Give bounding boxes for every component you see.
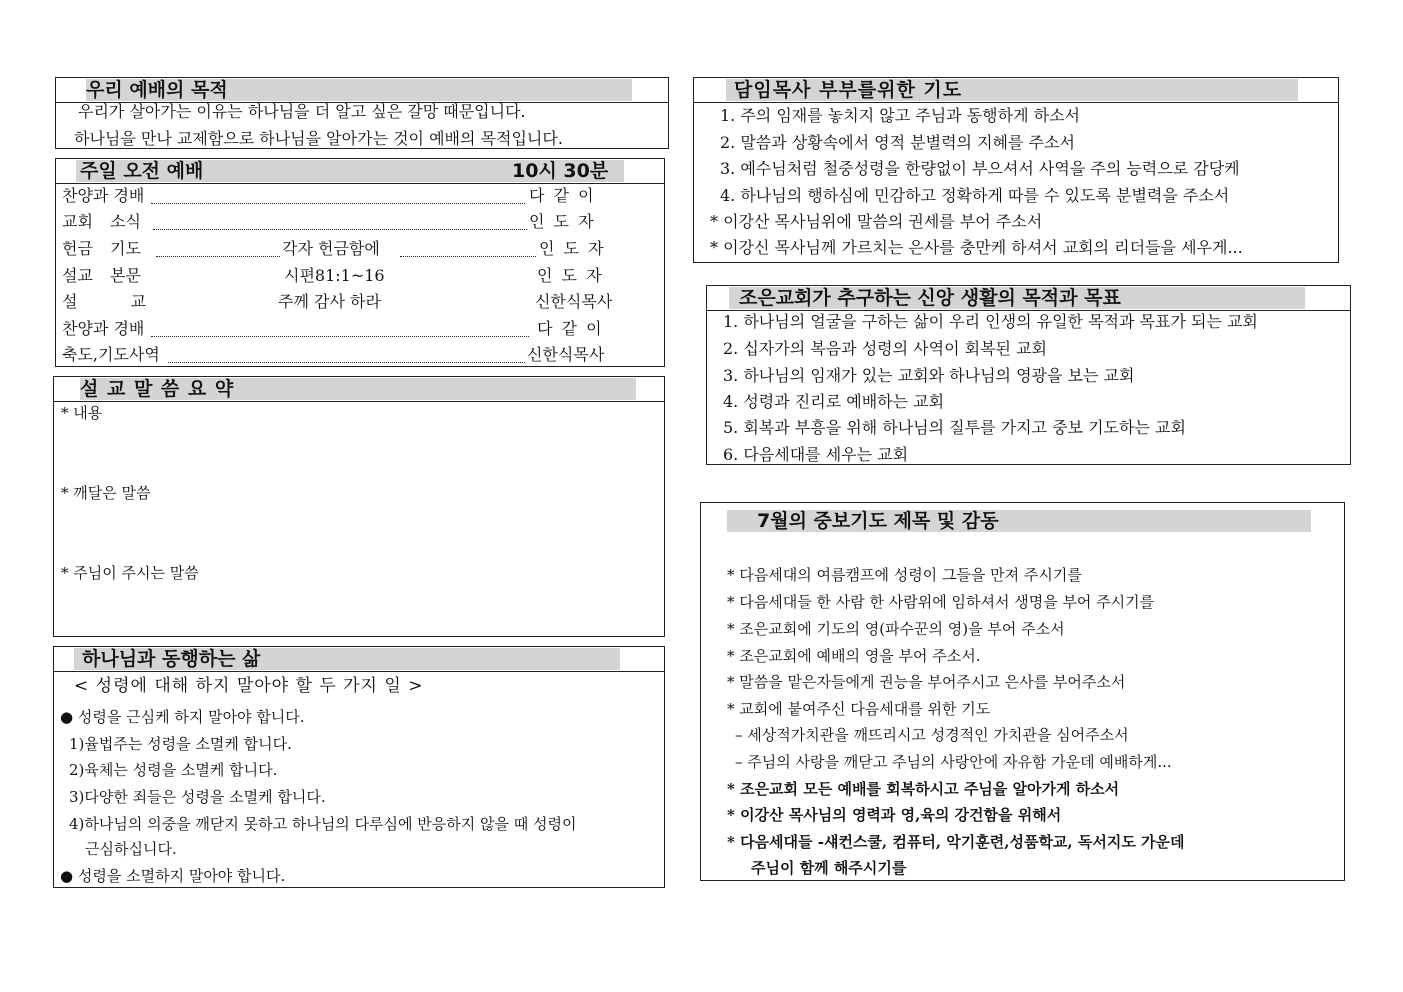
pastor-prayer-line: 1. 주의 임재를 놓치지 않고 주님과 동행하게 하소서 bbox=[720, 106, 1080, 125]
header-divider bbox=[56, 183, 664, 184]
walk-subtitle: < 성령에 대해 하지 말아야 할 두 가지 일 > bbox=[74, 676, 424, 696]
header-divider bbox=[54, 401, 664, 402]
order-item: 교회 소식 bbox=[62, 212, 141, 231]
service-title: 주일 오전 예배 bbox=[80, 160, 204, 182]
church-goals-box bbox=[706, 285, 1351, 465]
walk-line: 1)율법주는 성령을 소멸케 합니다. bbox=[69, 735, 292, 753]
order-detail: 각자 헌금함에 bbox=[282, 239, 380, 258]
intercession-title: 7월의 중보기도 제목 및 감동 bbox=[727, 510, 1311, 532]
worship-purpose-title: 우리 예배의 목적 bbox=[86, 79, 632, 101]
pastor-prayer-box bbox=[693, 77, 1339, 263]
order-leader: 신한식목사 bbox=[527, 345, 605, 364]
walk-line: 3)다양한 죄들은 성령을 소멸케 합니다. bbox=[69, 788, 326, 806]
intercession-item: * 이강산 목사님의 영력과 영,육의 강건함을 위해서 bbox=[727, 806, 1062, 824]
intercession-item: 주님이 함께 해주시기를 bbox=[751, 859, 907, 877]
header-divider bbox=[694, 102, 1338, 103]
church-goals-title: 조은교회가 추구하는 신앙 생활의 목적과 목표 bbox=[729, 287, 1305, 309]
summary-content-label: * 내용 bbox=[61, 404, 103, 422]
intercession-item: * 다음세대의 여름캠프에 성령이 그들을 만져 주시기를 bbox=[727, 566, 1082, 584]
church-goal-item: 6. 다음세대를 세우는 교회 bbox=[723, 445, 909, 464]
order-item: 헌금 기도 bbox=[62, 239, 141, 258]
intercession-box bbox=[700, 502, 1345, 881]
dotted-leader bbox=[156, 256, 280, 257]
dotted-leader bbox=[151, 203, 525, 204]
pastor-prayer-title: 담임목사 부부를위한 기도 bbox=[726, 79, 1298, 101]
order-leader: 다 같 이 bbox=[537, 319, 604, 338]
walk-line: 근심하십니다. bbox=[85, 840, 177, 858]
dotted-leader bbox=[168, 362, 525, 363]
dotted-leader bbox=[400, 256, 536, 257]
intercession-item: * 말씀을 맡은자들에게 권능을 부어주시고 은사를 부어주소서 bbox=[727, 673, 1126, 691]
walk-line: 4)하나님의 의중을 깨닫지 못하고 하나님의 다루심에 반응하지 않을 때 성령이 bbox=[69, 815, 577, 833]
service-title-bar bbox=[76, 160, 624, 182]
order-detail: 주께 감사 하라 bbox=[278, 292, 381, 311]
header-divider bbox=[54, 671, 664, 672]
intercession-item: – 세상적가치관을 깨뜨리시고 성경적인 가치관을 심어주소서 bbox=[735, 726, 1129, 744]
pastor-prayer-line: * 이강신 목사님께 가르치는 은사를 충만케 하셔서 교회의 리더들을 세우게... bbox=[710, 238, 1243, 257]
service-time: 10시 30분 bbox=[512, 160, 609, 182]
walk-with-god-box bbox=[53, 646, 665, 888]
order-item: 축도,기도사역 bbox=[62, 345, 160, 364]
sermon-summary-box bbox=[53, 376, 665, 637]
walk-title: 하나님과 동행하는 삶 bbox=[74, 648, 620, 670]
dotted-leader bbox=[151, 336, 529, 337]
purpose-line-1: 우리가 살아가는 이유는 하나님을 더 알고 싶은 갈망 때문입니다. bbox=[78, 102, 526, 121]
intercession-item: * 조은교회에 기도의 영(파수꾼의 영)을 부어 주소서 bbox=[727, 620, 1065, 638]
walk-line: ● 성령을 근심케 하지 말아야 합니다. bbox=[60, 708, 305, 726]
church-goal-item: 3. 하나님의 임재가 있는 교회와 하나님의 영광을 보는 교회 bbox=[723, 366, 1135, 385]
order-detail: 시편81:1~16 bbox=[284, 266, 385, 285]
pastor-prayer-line: 4. 하나님의 행하심에 민감하고 정확하게 따를 수 있도록 분별력을 주소서 bbox=[720, 186, 1230, 205]
church-goal-item: 5. 회복과 부흥을 위해 하나님의 질투를 가지고 중보 기도하는 교회 bbox=[723, 418, 1186, 437]
pastor-prayer-line: * 이강산 목사님위에 말씀의 권세를 부어 주소서 bbox=[710, 212, 1043, 231]
order-leader: 인 도 자 bbox=[539, 239, 606, 258]
order-item: 찬양과 경배 bbox=[62, 186, 145, 205]
intercession-item: * 조은교회 모든 예배를 회복하시고 주님을 알아가게 하소서 bbox=[727, 780, 1120, 798]
church-goal-item: 2. 십자가의 복음과 성령의 사역이 회복된 교회 bbox=[723, 339, 1047, 358]
intercession-item: * 다음세대들 한 사람 한 사람위에 임하셔서 생명을 부어 주시기를 bbox=[727, 593, 1155, 611]
walk-line: ● 성령을 소멸하지 말아야 합니다. bbox=[60, 867, 286, 885]
pastor-prayer-line: 3. 예수님처럼 철중성령을 한량없이 부으셔서 사역을 주의 능력으로 감당케 bbox=[720, 159, 1240, 178]
sermon-summary-title: 설 교 말 씀 요 약 bbox=[80, 378, 636, 400]
sunday-service-box bbox=[55, 158, 665, 367]
order-leader: 인 도 자 bbox=[529, 212, 596, 231]
church-goal-item: 1. 하나님의 얼굴을 구하는 삶이 우리 인생의 유일한 목적과 목표가 되는 교회 bbox=[723, 312, 1258, 331]
intercession-item: * 교회에 붙여주신 다음세대를 위한 기도 bbox=[727, 700, 991, 718]
church-goal-item: 4. 성령과 진리로 예배하는 교회 bbox=[723, 392, 945, 411]
pastor-prayer-line: 2. 말씀과 상황속에서 영적 분별력의 지혜를 주소서 bbox=[720, 133, 1075, 152]
header-divider bbox=[707, 310, 1350, 311]
summary-realization-label: * 깨달은 말씀 bbox=[61, 484, 151, 502]
intercession-item: * 조은교회에 예배의 영을 부어 주소서. bbox=[727, 647, 981, 665]
intercession-item: * 다음세대들 -섀컨스쿨, 컴퓨터, 악기훈련,성품학교, 독서지도 가운데 bbox=[727, 833, 1185, 851]
intercession-item: – 주님의 사랑을 깨닫고 주님의 사랑안에 자유함 가운데 예배하게... bbox=[735, 753, 1172, 771]
order-leader: 신한식목사 bbox=[535, 292, 613, 311]
order-leader: 인 도 자 bbox=[537, 266, 604, 285]
summary-word-label: * 주님이 주시는 말씀 bbox=[61, 564, 199, 582]
order-item: 찬양과 경배 bbox=[62, 319, 145, 338]
order-item: 설 교 bbox=[62, 292, 146, 311]
order-leader: 다 같 이 bbox=[529, 186, 596, 205]
order-item: 설교 본문 bbox=[62, 266, 141, 285]
worship-purpose-box bbox=[55, 77, 669, 149]
purpose-line-2: 하나님을 만나 교제함으로 하나님을 알아가는 것이 예배의 목적입니다. bbox=[74, 129, 563, 148]
walk-line: 2)육체는 성령을 소멸케 합니다. bbox=[69, 761, 278, 779]
dotted-leader bbox=[153, 229, 527, 230]
